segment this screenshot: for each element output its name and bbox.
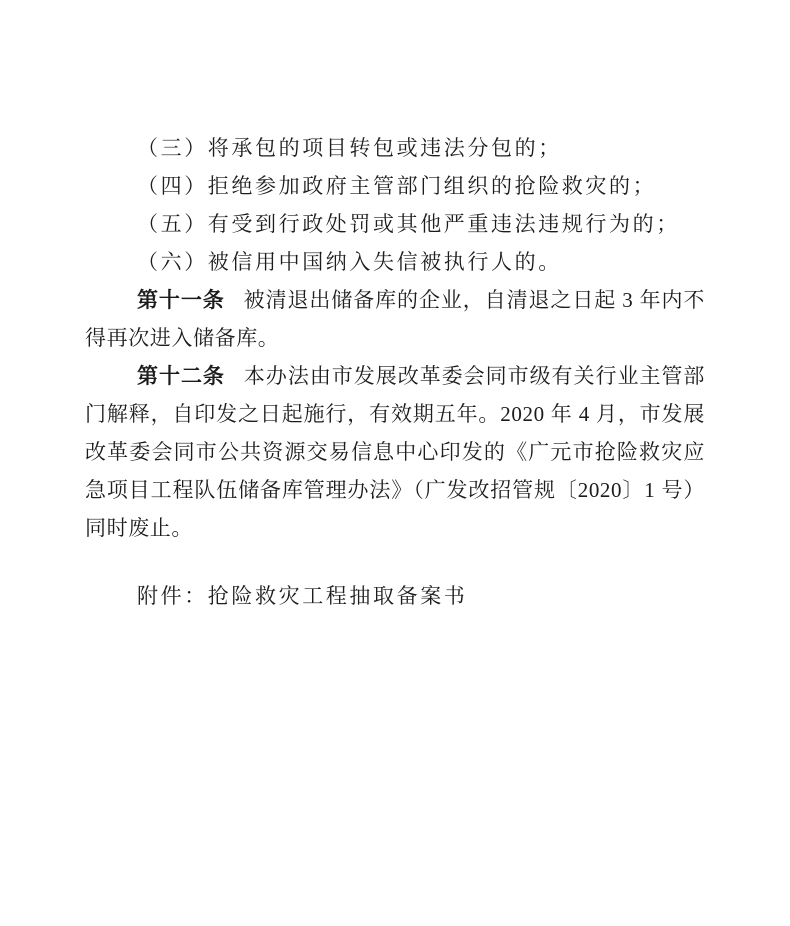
article-12-text: 本办法由市发展改革委会同市级有关行业主管部门解释，自印发之日起施行，有效期五年。2020 年 4 月，市发展改革委会同市公共资源交易信息中心印发的《广元市抢险救灾应急项目工程队伍储备库管理办法》（广发改招管规〔2020〕1 号）同时废止。	[85, 364, 705, 540]
article-11-paragraph	[85, 281, 705, 357]
clause-item-6: （六）被信用中国纳入失信被执行人的。	[137, 250, 562, 274]
attachment-line: 附件：抢险救灾工程抽取备案书	[137, 584, 468, 608]
clause-item-5: （五）有受到行政处罚或其他严重违法违规行为的；	[137, 212, 680, 236]
article-12-number: 第十二条	[137, 364, 225, 388]
clause-item-4: （四）拒绝参加政府主管部门组织的抢险救灾的；	[137, 174, 657, 198]
article-12-paragraph	[85, 357, 705, 547]
article-11-number: 第十一条	[137, 288, 225, 312]
article-11-text: 被清退出储备库的企业，自清退之日起 3 年内不得再次进入储备库。	[85, 288, 705, 350]
clause-item-3: （三）将承包的项目转包或违法分包的；	[137, 136, 562, 160]
